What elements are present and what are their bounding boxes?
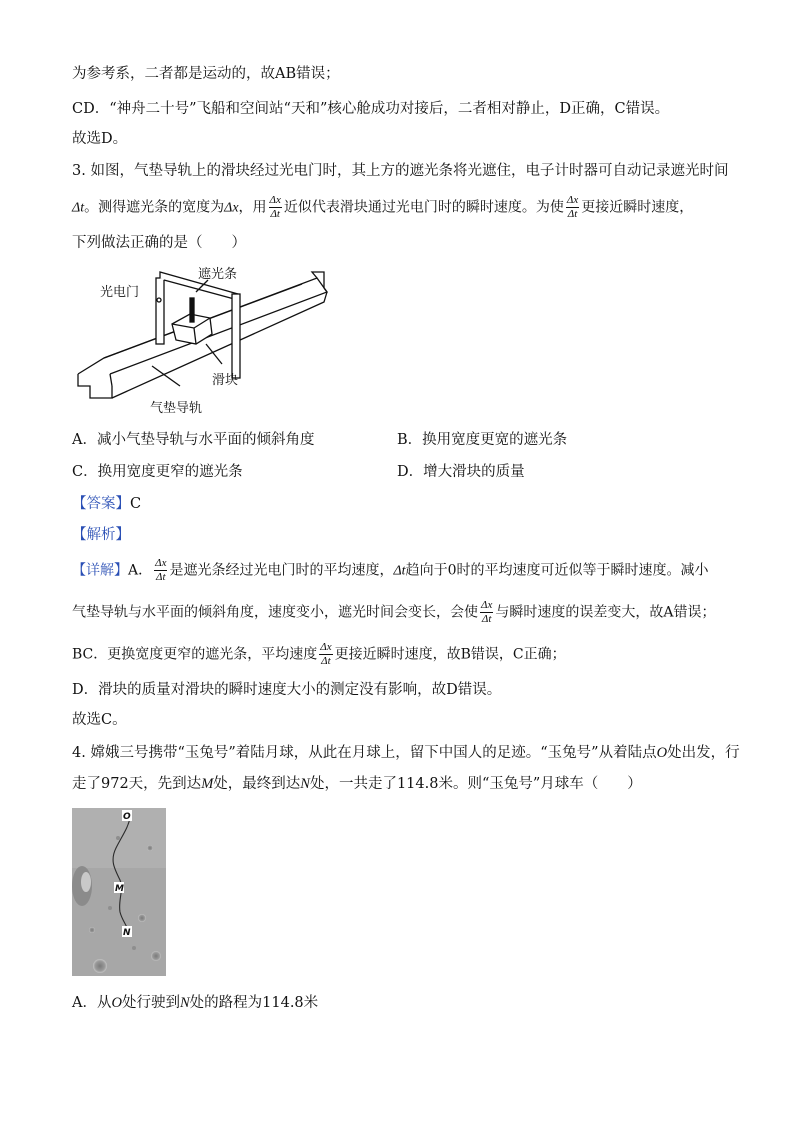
label-slider: 滑块 — [212, 373, 239, 388]
fraction-numerator: Δx — [566, 194, 579, 206]
point-n-symbol: N — [300, 776, 310, 792]
question-text: 近似代表滑块通过光电门时的瞬时速度。为使 — [283, 199, 564, 216]
paragraph-text: 为参考系，二者都是运动的，故AB错误； — [72, 66, 340, 82]
option-a[interactable] — [72, 430, 314, 450]
air-track-figure — [72, 262, 332, 420]
fraction-denominator: Δt — [156, 571, 166, 583]
question-4-stem — [72, 743, 740, 763]
fraction-denominator: Δt — [567, 208, 578, 220]
detail-line-5 — [72, 710, 127, 730]
label-point-m: M — [115, 884, 124, 894]
fraction-numerator: Δx — [155, 557, 167, 569]
fraction-denominator: Δt — [481, 613, 492, 625]
analysis-line — [72, 525, 130, 545]
label-point-n: N — [123, 928, 131, 938]
fraction-numerator: Δx — [269, 194, 281, 206]
fraction-denominator: Δt — [270, 208, 280, 220]
point-o-symbol: O — [656, 745, 668, 761]
answer-line — [72, 494, 141, 514]
question-text: 4. 嫦娥三号携带“玉兔号”着陆月球，从此在月球上，留下中国人的足迹。“玉兔号”从着陆点 — [72, 745, 657, 761]
detail-line-2 — [72, 600, 715, 625]
detail-text: D．滑块的质量对滑块的瞬时速度大小的测定没有影响，故D错误。 — [72, 682, 502, 698]
fraction-numerator: Δx — [481, 599, 493, 611]
detail-text: 气垫导轨与水平面的倾斜角度，速度变小，遮光时间会变长，会使 — [72, 604, 478, 621]
detail-text: A． — [128, 562, 153, 579]
label-photogate: 光电门 — [100, 285, 140, 300]
point-n-symbol: N — [179, 995, 190, 1011]
text-line — [72, 64, 340, 84]
label-point-o: O — [123, 812, 131, 822]
option-label: A．减小气垫导轨与水平面的倾斜角度 — [72, 432, 315, 448]
point-o-symbol: O — [111, 995, 122, 1011]
option-label: A．从 — [72, 995, 112, 1011]
q4-option-a[interactable] — [72, 993, 318, 1013]
question-text: 处，最终到达 — [213, 776, 301, 792]
label-air-track: 气垫导轨 — [150, 401, 203, 416]
option-label: 处行驶到 — [121, 995, 180, 1011]
fraction-dx-dt — [319, 642, 332, 667]
text-line — [72, 129, 127, 149]
fraction-dx-dt — [566, 195, 579, 220]
question-4-stem-line2 — [72, 774, 642, 794]
question-text: 处出发，行 — [667, 745, 740, 761]
detail-text: 与瞬时速度的误差变大，故A错误； — [495, 604, 716, 621]
option-label: D．增大滑块的质量 — [397, 464, 525, 480]
option-d[interactable] — [397, 462, 525, 482]
fraction-dx-dt — [154, 558, 167, 583]
answer-value: C — [130, 496, 142, 512]
text-line — [72, 99, 669, 119]
question-text: 。测得遮光条的宽度为 — [84, 199, 225, 216]
delta-t-symbol: Δt — [72, 200, 85, 216]
fraction-dx-dt — [480, 600, 493, 625]
question-text: 3. 如图，气垫导轨上的滑块经过光电门时，其上方的遮光条将光遮住，电子计时器可自动记录遮光时间 — [72, 163, 729, 179]
question-text: 更接近瞬时速度， — [581, 199, 694, 216]
detail-line-3 — [72, 642, 566, 667]
detail-text: BC．更换宽度更窄的遮光条，平均速度 — [72, 646, 318, 663]
delta-x-symbol: Δx — [224, 200, 239, 216]
fraction-dx-dt — [269, 195, 282, 220]
detail-line-4 — [72, 680, 501, 700]
analysis-tag: 【解析】 — [72, 527, 130, 543]
detail-text: 更接近瞬时速度，故B错误，C正确； — [334, 646, 566, 663]
question-text: 走了972天，先到达 — [72, 776, 202, 792]
question-3-stem-line2 — [72, 195, 693, 220]
delta-t-symbol: Δt — [393, 563, 406, 579]
option-label: C．换用宽度更窄的遮光条 — [72, 464, 243, 480]
label-light-strip: 遮光条 — [198, 267, 238, 282]
option-c[interactable] — [72, 462, 243, 482]
lunar-surface-photo — [72, 808, 166, 976]
question-text: ，用 — [238, 199, 267, 216]
detail-line-1 — [72, 558, 708, 583]
point-m-symbol: M — [201, 776, 214, 792]
detail-text: 故选C。 — [72, 712, 127, 728]
paragraph-text: 故选D。 — [72, 131, 128, 147]
detail-text: 趋向于0时的平均速度可近似等于瞬时速度。减小 — [405, 562, 709, 579]
option-label: 处的路程为114.8米 — [189, 995, 319, 1011]
question-3-stem — [72, 161, 728, 181]
option-b[interactable] — [397, 430, 567, 450]
question-3-stem-line3 — [72, 233, 246, 253]
paragraph-text: CD．“神舟二十号”飞船和空间站“天和”核心舱成功对接后，二者相对静止，D正确，C错误。 — [72, 101, 670, 117]
fraction-numerator: Δx — [320, 641, 332, 653]
answer-tag: 【答案】 — [72, 496, 130, 512]
question-text: 处，一共走了114.8米。则“玉兔号”月球车（ ） — [309, 776, 642, 792]
option-label: B．换用宽度更宽的遮光条 — [397, 432, 568, 448]
detail-text: 是遮光条经过光电门时的平均速度， — [169, 562, 394, 579]
fraction-denominator: Δt — [321, 655, 331, 667]
detail-tag: 【详解】 — [72, 562, 128, 579]
question-text: 下列做法正确的是（ ） — [72, 235, 246, 251]
